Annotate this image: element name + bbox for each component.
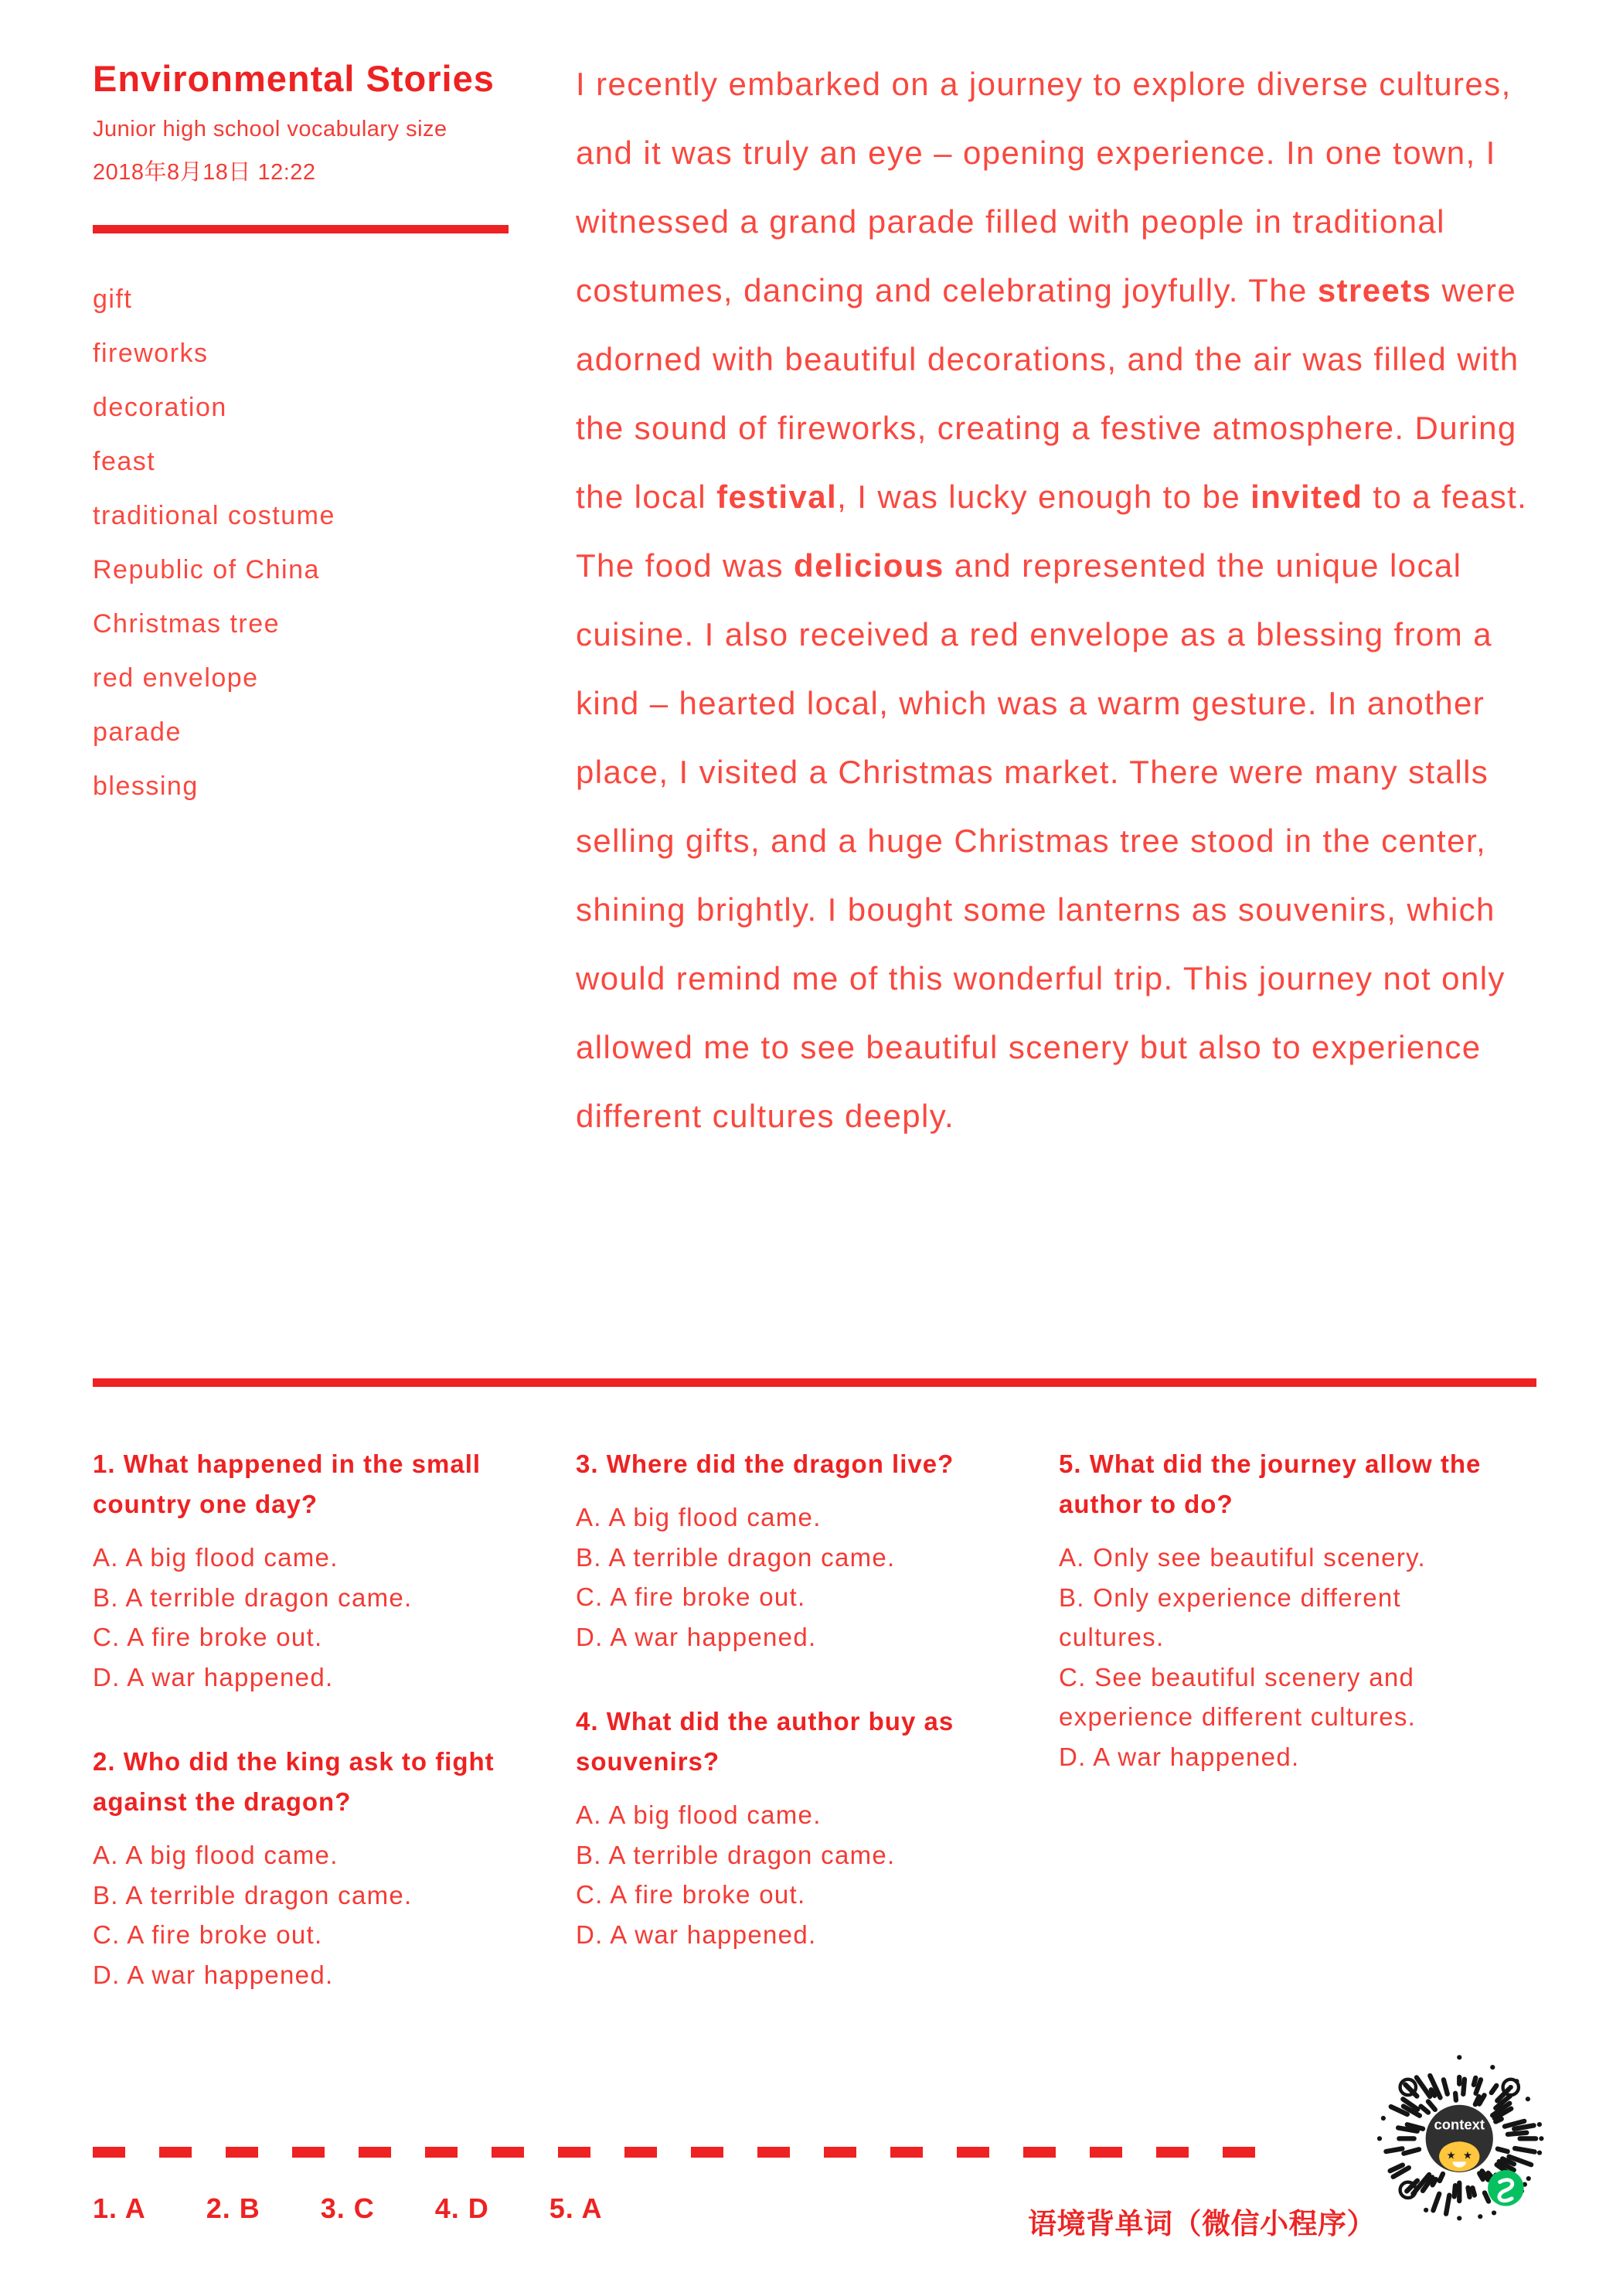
- vocabulary-word: gift: [93, 284, 133, 314]
- answer-option: A. A big flood came.: [93, 1841, 339, 1869]
- question-title: 3. Where did the dragon live?: [576, 1449, 954, 1478]
- vocabulary-word: Republic of China: [93, 555, 320, 584]
- answer-option: B. A terrible dragon came.: [93, 1880, 413, 1909]
- passage-keyword: invited: [1250, 479, 1363, 515]
- answer-option: B. Only experience different cultures.: [1059, 1582, 1402, 1651]
- answer-option: C. A fire broke out.: [93, 1623, 323, 1651]
- passage-segment: were adorned with beautiful decorations, and the air was filled with the sound of fireworks, creating a festive atmosphere. During the local: [576, 272, 1519, 515]
- document-header: [93, 57, 495, 186]
- vocabulary-word: blessing: [93, 772, 199, 801]
- answer-option: D. A war happened.: [1059, 1742, 1300, 1771]
- question-block: [93, 1444, 539, 1697]
- question-block: [93, 1742, 539, 1995]
- answer-option: B. A terrible dragon came.: [93, 1582, 413, 1612]
- question-block: [1059, 1444, 1506, 1777]
- answer-item: 3. C: [320, 2192, 375, 2224]
- answer-option: D. A war happened.: [93, 1960, 334, 1989]
- question-block: [576, 1444, 1022, 1657]
- section-divider: [93, 1378, 1536, 1387]
- answer-option: B. A terrible dragon came.: [576, 1542, 896, 1572]
- passage-segment: I recently embarked on a journey to explore diverse cultures, and it was truly an eye – opening experience. In one town, I witnessed a grand parade filled with people in traditional costumes, dancing and celebrating joyfully. The: [576, 66, 1512, 308]
- question-title: 5. What did the journey allow the author to do?: [1059, 1449, 1482, 1518]
- questions-column-2: [576, 1444, 1022, 1999]
- answer-item: 1. A: [93, 2192, 146, 2224]
- answer-option: C. A fire broke out.: [93, 1920, 323, 1949]
- passage-keyword: festival: [716, 479, 838, 515]
- passage-segment: , I was lucky enough to be: [837, 479, 1251, 515]
- answer-option: D. A war happened.: [93, 1662, 334, 1691]
- svg-text:★: ★: [1462, 2149, 1472, 2162]
- vocabulary-word: decoration: [93, 393, 227, 422]
- promo-text: 语境背单词（微信小程序）: [1028, 2208, 1376, 2240]
- cut-line: [93, 2147, 1281, 2158]
- header-divider: [93, 225, 509, 233]
- answer-option: B. A terrible dragon came.: [576, 1840, 896, 1869]
- vocabulary-word: parade: [93, 717, 182, 747]
- answer-item: 2. B: [206, 2192, 260, 2224]
- vocabulary-word: Christmas tree: [93, 609, 281, 639]
- answer-option: A. A big flood came.: [576, 1800, 822, 1829]
- answer-option: D. A war happened.: [576, 1920, 817, 1949]
- vocabulary-word: traditional costume: [93, 501, 335, 530]
- answer-option: D. A war happened.: [576, 1622, 817, 1651]
- answer-option: C. A fire broke out.: [576, 1582, 806, 1611]
- answer-option: A. A big flood came.: [576, 1503, 822, 1531]
- vocabulary-word: fireworks: [93, 339, 209, 368]
- svg-text:★: ★: [1446, 2149, 1456, 2162]
- passage-keyword: streets: [1317, 272, 1432, 308]
- answer-key: [93, 2192, 602, 2225]
- answer-option: C. See beautiful scenery and experience different cultures.: [1059, 1662, 1417, 1731]
- passage-text: [576, 49, 1546, 1150]
- vocabulary-list: [93, 272, 335, 813]
- answer-option: C. A fire broke out.: [576, 1880, 806, 1909]
- question-title: 2. Who did the king ask to fight against the dragon?: [93, 1747, 495, 1816]
- answer-item: 4. D: [434, 2192, 489, 2224]
- question-title: 4. What did the author buy as souvenirs?: [576, 1707, 954, 1776]
- passage-keyword: delicious: [794, 547, 944, 584]
- answer-option: A. Only see beautiful scenery.: [1059, 1543, 1426, 1572]
- passage-segment: and represented the unique local cuisine. I also received a red envelope as a blessing from a kind – hearted local, which was a warm gesture. In another place, I visited a Christmas market. There were many stalls selling gifts, and a huge Christmas tree stood in the center, shining brightly. I bought some lanterns as souvenirs, which would remind me of this wonderful trip. This journey not only allowed me to see beautiful scenery but also to experience different cultures deeply.: [576, 547, 1506, 1134]
- question-block: [576, 1702, 1022, 1954]
- questions-column-3: [1059, 1444, 1506, 1821]
- vocabulary-word: red envelope: [93, 663, 259, 693]
- questions-column-1: [93, 1444, 539, 2039]
- qr-center-label: context: [1434, 2116, 1485, 2133]
- page-title: Environmental Stories: [93, 58, 495, 99]
- qr-code: [1374, 2050, 1557, 2245]
- wechat-miniprogram-icon: [1488, 2170, 1524, 2206]
- context-logo-face: [1426, 2105, 1493, 2172]
- question-title: 1. What happened in the small country one day?: [93, 1449, 481, 1518]
- answer-option: A. A big flood came.: [93, 1543, 339, 1572]
- passage-segment: to a feast. The food was: [576, 479, 1528, 584]
- vocabulary-word: feast: [93, 447, 156, 476]
- page-subtitle: Junior high school vocabulary size: [93, 117, 447, 141]
- answer-item: 5. A: [549, 2192, 603, 2224]
- page-datetime: 2018年8月18日 12:22: [93, 160, 316, 185]
